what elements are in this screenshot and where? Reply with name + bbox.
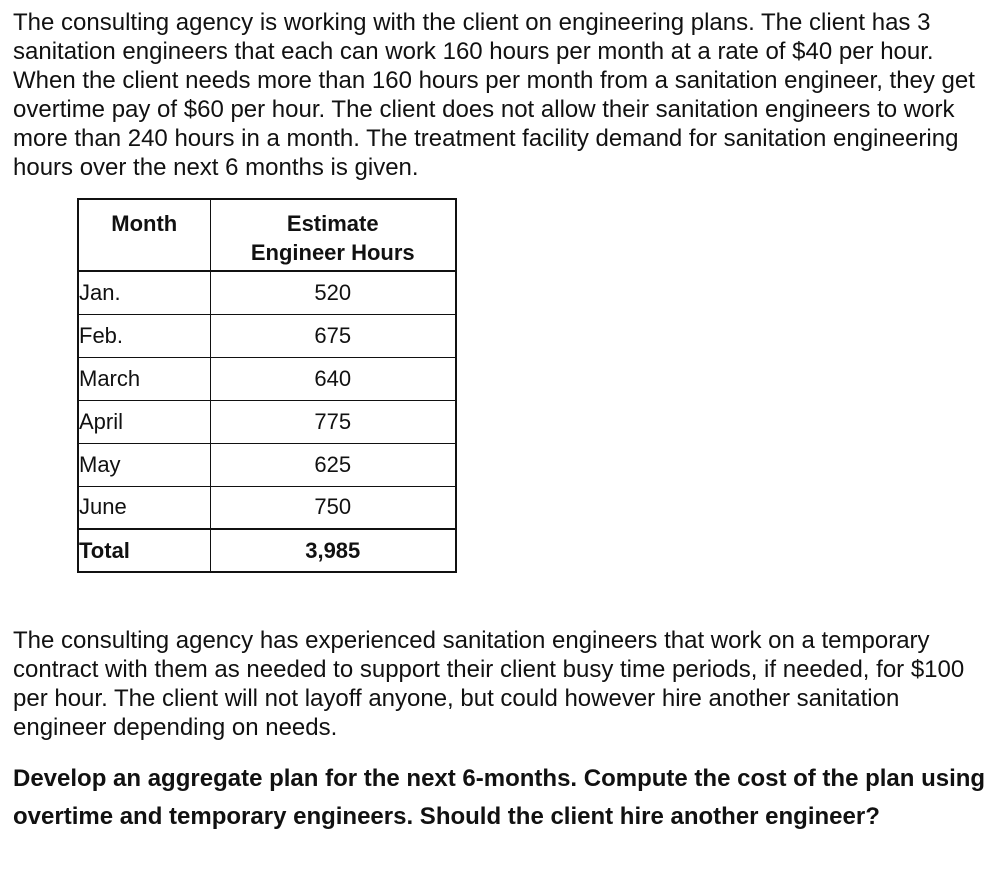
temporary-engineers-paragraph: The consulting agency has experienced sanitation engineers that work on a temporary contract with them as needed to support their client busy time periods, if needed, for $100 per hour. The client will not layoff anyone, but could however hire another sanitation engineer depending on needs. bbox=[13, 627, 965, 741]
question-paragraph: Develop an aggregate plan for the next 6-months. Compute the cost of the plan using overtime and temporary engineers. Should the client hire another engineer? bbox=[13, 765, 986, 830]
month-cell: June bbox=[78, 486, 210, 529]
hours-cell: 640 bbox=[210, 357, 456, 400]
month-cell: March bbox=[78, 357, 210, 400]
total-label-cell: Total bbox=[78, 529, 210, 572]
header-estimate-hours bbox=[210, 199, 456, 271]
table-total-row bbox=[78, 529, 456, 572]
table-row bbox=[78, 486, 456, 529]
total-hours-cell: 3,985 bbox=[210, 529, 456, 572]
header-hours-line1: Estimate bbox=[286, 211, 379, 236]
header-month bbox=[78, 199, 210, 271]
table-row bbox=[78, 443, 456, 486]
month-cell: Jan. bbox=[78, 271, 210, 314]
header-month-label: Month bbox=[111, 211, 178, 236]
month-cell: Feb. bbox=[78, 314, 210, 357]
hours-cell: 775 bbox=[210, 400, 456, 443]
table-header-row bbox=[78, 199, 456, 271]
table-row bbox=[78, 271, 456, 314]
table-row bbox=[78, 357, 456, 400]
table-row bbox=[78, 400, 456, 443]
hours-cell: 520 bbox=[210, 271, 456, 314]
engineer-hours-table bbox=[77, 198, 457, 573]
month-cell: May bbox=[78, 443, 210, 486]
month-cell: April bbox=[78, 400, 210, 443]
header-hours-line2: Engineer Hours bbox=[250, 240, 415, 265]
hours-cell: 675 bbox=[210, 314, 456, 357]
hours-cell: 750 bbox=[210, 486, 456, 529]
table-row bbox=[78, 314, 456, 357]
intro-paragraph: The consulting agency is working with the client on engineering plans. The client has 3 sanitation engineers that each can work 160 hours per month at a rate of $40 per hour. When the client needs more than 160 hours per month from a sanitation engineer, they get overtime pay of $60 per hour. The client does not allow their sanitation engineers to work more than 240 hours in a month. The treatment facility demand for sanitation engineering hours over the next 6 months is given. bbox=[13, 9, 975, 181]
hours-cell: 625 bbox=[210, 443, 456, 486]
